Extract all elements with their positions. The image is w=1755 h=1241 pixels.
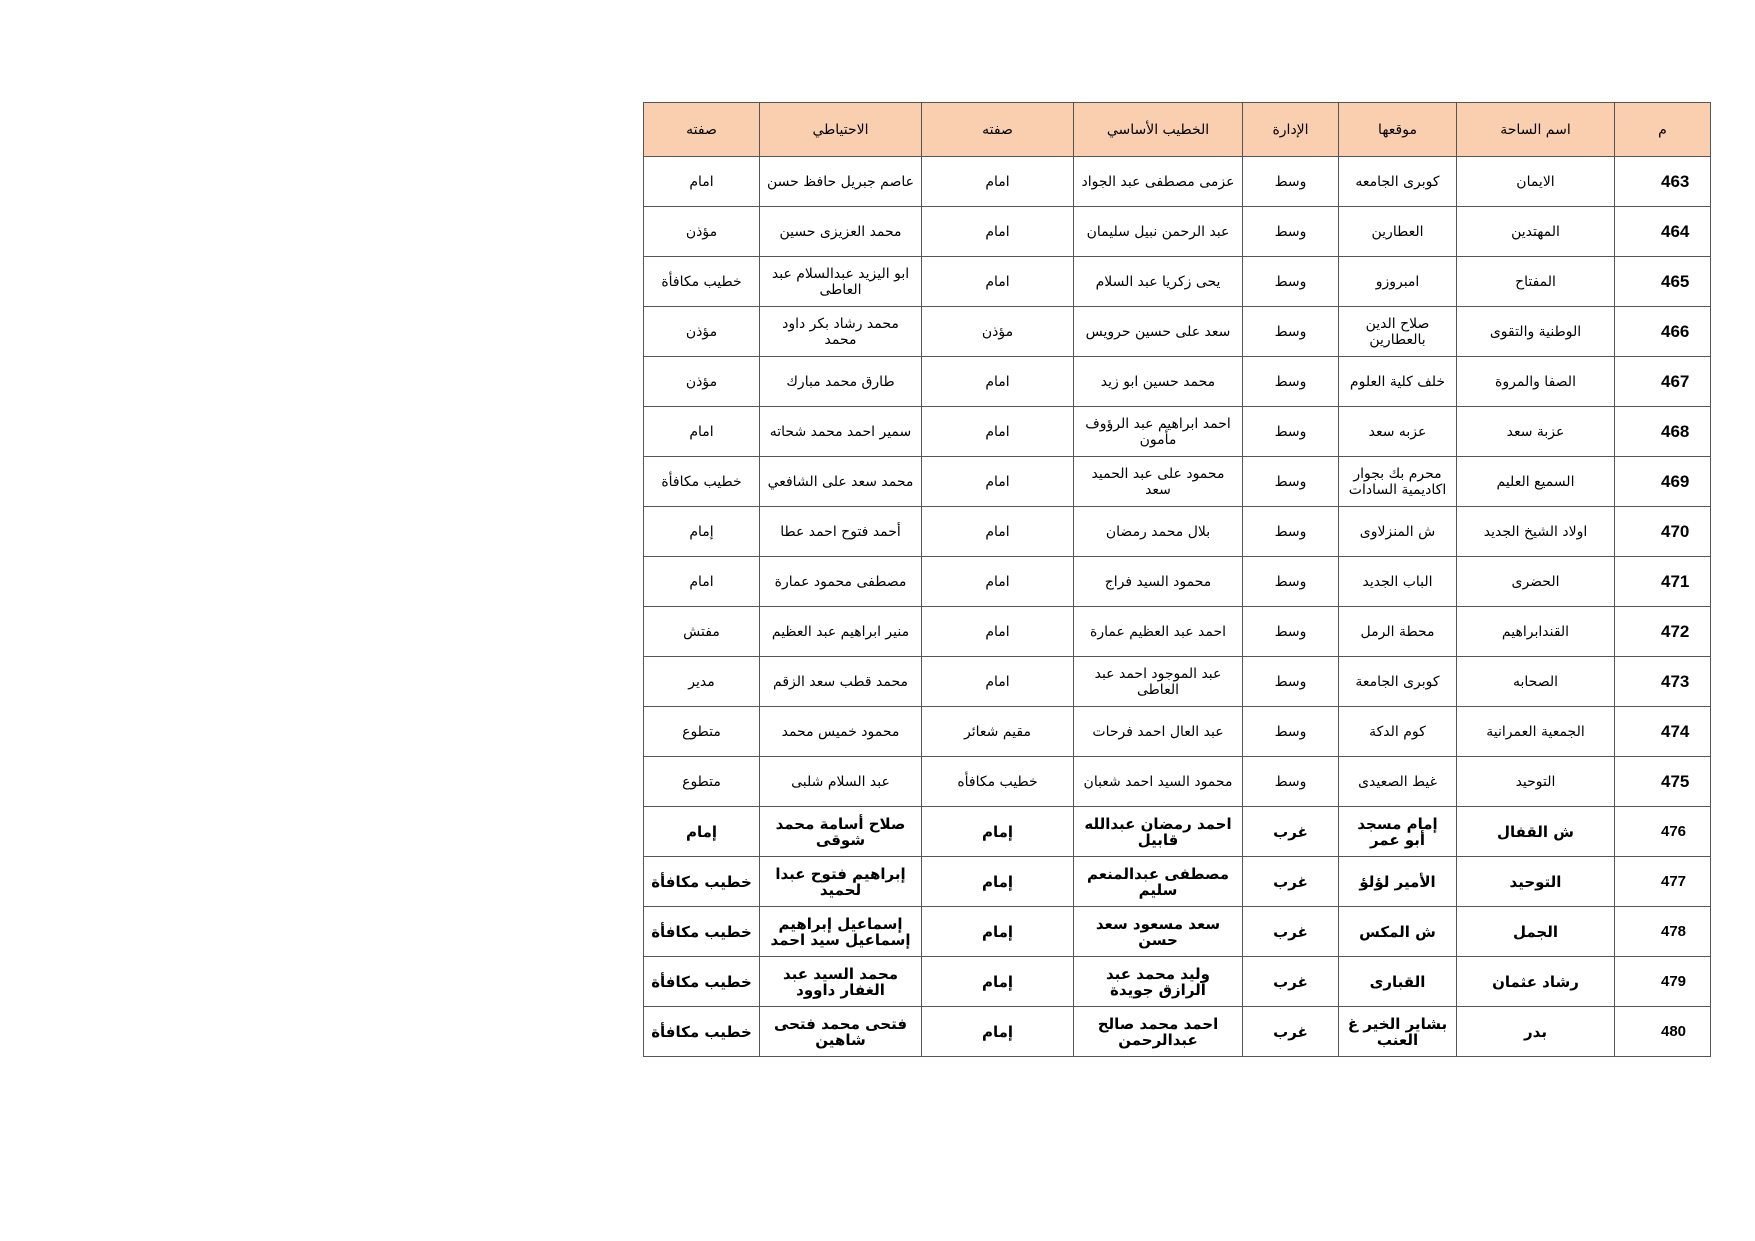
- cell-square-name: المفتاح: [1457, 257, 1615, 307]
- cell-num: 471: [1615, 557, 1711, 607]
- cell-main-role: مقيم شعائر: [922, 707, 1074, 757]
- cell-main-role: إمام: [922, 1007, 1074, 1057]
- cell-administration: وسط: [1243, 757, 1339, 807]
- cell-reserve: عاصم جبريل حافظ حسن: [760, 157, 922, 207]
- cell-administration: وسط: [1243, 457, 1339, 507]
- cell-main-speaker: سعد مسعود سعد حسن: [1074, 907, 1243, 957]
- cell-administration: وسط: [1243, 207, 1339, 257]
- table-row: [644, 857, 1711, 907]
- cell-reserve: أحمد فتوح احمد عطا: [760, 507, 922, 557]
- cell-num: 470: [1615, 507, 1711, 557]
- table-row: [644, 457, 1711, 507]
- cell-num: 469: [1615, 457, 1711, 507]
- cell-reserve: محمد رشاد بكر داود محمد: [760, 307, 922, 357]
- cell-square-name: عزبة سعد: [1457, 407, 1615, 457]
- cell-main-role: مؤذن: [922, 307, 1074, 357]
- cell-administration: وسط: [1243, 657, 1339, 707]
- cell-reserve-role: امام: [644, 407, 760, 457]
- cell-location: العطارين: [1339, 207, 1457, 257]
- cell-main-speaker: سعد على حسين حرويس: [1074, 307, 1243, 357]
- cell-main-role: امام: [922, 257, 1074, 307]
- cell-num: 475: [1615, 757, 1711, 807]
- cell-reserve: محمد قطب سعد الزقم: [760, 657, 922, 707]
- table-row: [644, 407, 1711, 457]
- cell-num: 477: [1615, 857, 1711, 907]
- cell-main-speaker: مصطفى عبدالمنعم سليم: [1074, 857, 1243, 907]
- cell-num: 479: [1615, 957, 1711, 1007]
- cell-location: عزبه سعد: [1339, 407, 1457, 457]
- table-row: [644, 957, 1711, 1007]
- cell-main-speaker: محمود على عبد الحميد سعد: [1074, 457, 1243, 507]
- cell-main-role: امام: [922, 357, 1074, 407]
- cell-location: خلف كلية العلوم: [1339, 357, 1457, 407]
- cell-reserve-role: خطيب مكافأة: [644, 457, 760, 507]
- cell-main-role: إمام: [922, 807, 1074, 857]
- cell-square-name: القندابراهيم: [1457, 607, 1615, 657]
- cell-num: 480: [1615, 1007, 1711, 1057]
- cell-square-name: التوحيد: [1457, 857, 1615, 907]
- cell-num: 473: [1615, 657, 1711, 707]
- cell-administration: وسط: [1243, 707, 1339, 757]
- cell-reserve-role: مؤذن: [644, 307, 760, 357]
- cell-main-role: خطيب مكافأه: [922, 757, 1074, 807]
- cell-square-name: الصفا والمروة: [1457, 357, 1615, 407]
- cell-num: 464: [1615, 207, 1711, 257]
- cell-reserve: عبد السلام شلبى: [760, 757, 922, 807]
- cell-reserve-role: خطيب مكافأة: [644, 1007, 760, 1057]
- cell-square-name: الصحابه: [1457, 657, 1615, 707]
- cell-square-name: رشاد عثمان: [1457, 957, 1615, 1007]
- cell-reserve-role: خطيب مكافأة: [644, 257, 760, 307]
- cell-num: 476: [1615, 807, 1711, 857]
- cell-reserve-role: مؤذن: [644, 357, 760, 407]
- cell-main-role: امام: [922, 507, 1074, 557]
- cell-main-speaker: احمد عبد العظيم عمارة: [1074, 607, 1243, 657]
- cell-administration: وسط: [1243, 157, 1339, 207]
- cell-location: كوبرى الجامعه: [1339, 157, 1457, 207]
- table-header: [644, 103, 1711, 157]
- cell-num: 466: [1615, 307, 1711, 357]
- cell-reserve: سمير احمد محمد شحاته: [760, 407, 922, 457]
- header-reserve: الاحتياطي: [760, 103, 922, 157]
- table-body: [644, 157, 1711, 1057]
- cell-reserve-role: خطيب مكافأة: [644, 857, 760, 907]
- cell-reserve-role: إمام: [644, 507, 760, 557]
- cell-num: 463: [1615, 157, 1711, 207]
- table-row: [644, 757, 1711, 807]
- cell-main-speaker: بلال محمد رمضان: [1074, 507, 1243, 557]
- cell-main-speaker: احمد ابراهيم عبد الرؤوف مأمون: [1074, 407, 1243, 457]
- cell-reserve: إبراهيم فتوح عبدا لحميد: [760, 857, 922, 907]
- cell-main-speaker: محمد حسين ابو زيد: [1074, 357, 1243, 407]
- table-row: [644, 207, 1711, 257]
- header-reserve-role: صفته: [644, 103, 760, 157]
- cell-main-role: إمام: [922, 857, 1074, 907]
- cell-main-speaker: عزمى مصطفى عبد الجواد: [1074, 157, 1243, 207]
- cell-location: امبروزو: [1339, 257, 1457, 307]
- cell-square-name: السميع العليم: [1457, 457, 1615, 507]
- header-main-role: صفته: [922, 103, 1074, 157]
- cell-reserve-role: خطيب مكافأة: [644, 907, 760, 957]
- cell-main-speaker: محمود السيد فراج: [1074, 557, 1243, 607]
- header-row: [644, 103, 1711, 157]
- header-administration: الإدارة: [1243, 103, 1339, 157]
- cell-location: الأمير لؤلؤ: [1339, 857, 1457, 907]
- cell-square-name: المهتدين: [1457, 207, 1615, 257]
- cell-main-role: امام: [922, 407, 1074, 457]
- cell-main-speaker: عبد الموجود احمد عبد العاطى: [1074, 657, 1243, 707]
- cell-administration: وسط: [1243, 607, 1339, 657]
- cell-location: الباب الجديد: [1339, 557, 1457, 607]
- cell-administration: وسط: [1243, 357, 1339, 407]
- cell-reserve: صلاح أسامة محمد شوقى: [760, 807, 922, 857]
- cell-location: محطة الرمل: [1339, 607, 1457, 657]
- cell-reserve-role: إمام: [644, 807, 760, 857]
- cell-main-role: امام: [922, 557, 1074, 607]
- cell-reserve: إسماعيل إبراهيم إسماعيل سيد احمد: [760, 907, 922, 957]
- cell-administration: وسط: [1243, 507, 1339, 557]
- cell-num: 472: [1615, 607, 1711, 657]
- table-row: [644, 257, 1711, 307]
- header-main-speaker: الخطيب الأساسي: [1074, 103, 1243, 157]
- cell-main-role: إمام: [922, 957, 1074, 1007]
- cell-main-speaker: عبد الرحمن نبيل سليمان: [1074, 207, 1243, 257]
- cell-reserve: منير ابراهيم عبد العظيم: [760, 607, 922, 657]
- cell-main-role: امام: [922, 207, 1074, 257]
- cell-square-name: الوطنية والتقوى: [1457, 307, 1615, 357]
- cell-location: إمام مسجد أبو عمر: [1339, 807, 1457, 857]
- cell-location: ش المنزلاوى: [1339, 507, 1457, 557]
- cell-main-speaker: احمد محمد صالح عبدالرحمن: [1074, 1007, 1243, 1057]
- cell-main-speaker: احمد رمضان عبدالله قابيل: [1074, 807, 1243, 857]
- table-row: [644, 507, 1711, 557]
- cell-main-speaker: عبد العال احمد فرحات: [1074, 707, 1243, 757]
- table-row: [644, 307, 1711, 357]
- table-row: [644, 707, 1711, 757]
- cell-main-role: امام: [922, 607, 1074, 657]
- cell-location: كوبرى الجامعة: [1339, 657, 1457, 707]
- cell-main-speaker: وليد محمد عبد الرازق جويدة: [1074, 957, 1243, 1007]
- cell-reserve-role: خطيب مكافأة: [644, 957, 760, 1007]
- cell-reserve: محمود خميس محمد: [760, 707, 922, 757]
- cell-location: كوم الدكة: [1339, 707, 1457, 757]
- cell-square-name: الايمان: [1457, 157, 1615, 207]
- cell-administration: غرب: [1243, 907, 1339, 957]
- table-row: [644, 157, 1711, 207]
- cell-reserve-role: مدير: [644, 657, 760, 707]
- cell-reserve: محمد العزيزى حسين: [760, 207, 922, 257]
- cell-reserve-role: مؤذن: [644, 207, 760, 257]
- cell-reserve-role: متطوع: [644, 707, 760, 757]
- table-row: [644, 807, 1711, 857]
- cell-reserve: محمد السيد عبد الغفار داوود: [760, 957, 922, 1007]
- cell-location: صلاح الدين بالعطارين: [1339, 307, 1457, 357]
- cell-administration: وسط: [1243, 407, 1339, 457]
- cell-main-speaker: محمود السيد احمد شعبان: [1074, 757, 1243, 807]
- cell-location: ش المكس: [1339, 907, 1457, 957]
- cell-location: القبارى: [1339, 957, 1457, 1007]
- cell-administration: غرب: [1243, 857, 1339, 907]
- cell-reserve-role: مفتش: [644, 607, 760, 657]
- cell-reserve: محمد سعد على الشافعي: [760, 457, 922, 507]
- cell-main-speaker: يحى زكريا عبد السلام: [1074, 257, 1243, 307]
- cell-square-name: بدر: [1457, 1007, 1615, 1057]
- table-row: [644, 357, 1711, 407]
- cell-square-name: الجمعية العمرانية: [1457, 707, 1615, 757]
- table-row: [644, 607, 1711, 657]
- cell-reserve-role: امام: [644, 157, 760, 207]
- header-location: موقعها: [1339, 103, 1457, 157]
- cell-square-name: الجمل: [1457, 907, 1615, 957]
- cell-main-role: امام: [922, 457, 1074, 507]
- cell-reserve: مصطفى محمود عمارة: [760, 557, 922, 607]
- cell-main-role: إمام: [922, 907, 1074, 957]
- table-row: [644, 557, 1711, 607]
- cell-main-role: امام: [922, 657, 1074, 707]
- header-square-name: اسم الساحة: [1457, 103, 1615, 157]
- cell-location: بشاير الخير غ العنب: [1339, 1007, 1457, 1057]
- header-num: م: [1615, 103, 1711, 157]
- cell-square-name: التوحيد: [1457, 757, 1615, 807]
- cell-location: غيط الصعيدى: [1339, 757, 1457, 807]
- cell-num: 468: [1615, 407, 1711, 457]
- cell-administration: وسط: [1243, 257, 1339, 307]
- cell-square-name: ش القفال: [1457, 807, 1615, 857]
- cell-administration: غرب: [1243, 957, 1339, 1007]
- cell-reserve: فتحى محمد فتحى شاهين: [760, 1007, 922, 1057]
- cell-administration: وسط: [1243, 557, 1339, 607]
- cell-reserve: طارق محمد مبارك: [760, 357, 922, 407]
- cell-square-name: اولاد الشيخ الجديد: [1457, 507, 1615, 557]
- cell-location: محرم بك بجوار اكاديمية السادات: [1339, 457, 1457, 507]
- cell-num: 474: [1615, 707, 1711, 757]
- cell-administration: وسط: [1243, 307, 1339, 357]
- cell-reserve: ابو اليزيد عبدالسلام عبد العاطى: [760, 257, 922, 307]
- cell-reserve-role: امام: [644, 557, 760, 607]
- table-row: [644, 1007, 1711, 1057]
- speakers-table: [643, 102, 1711, 1057]
- cell-administration: غرب: [1243, 807, 1339, 857]
- cell-square-name: الحضرى: [1457, 557, 1615, 607]
- table-row: [644, 907, 1711, 957]
- cell-num: 467: [1615, 357, 1711, 407]
- cell-num: 478: [1615, 907, 1711, 957]
- table-row: [644, 657, 1711, 707]
- cell-main-role: امام: [922, 157, 1074, 207]
- cell-num: 465: [1615, 257, 1711, 307]
- cell-administration: غرب: [1243, 1007, 1339, 1057]
- cell-reserve-role: متطوع: [644, 757, 760, 807]
